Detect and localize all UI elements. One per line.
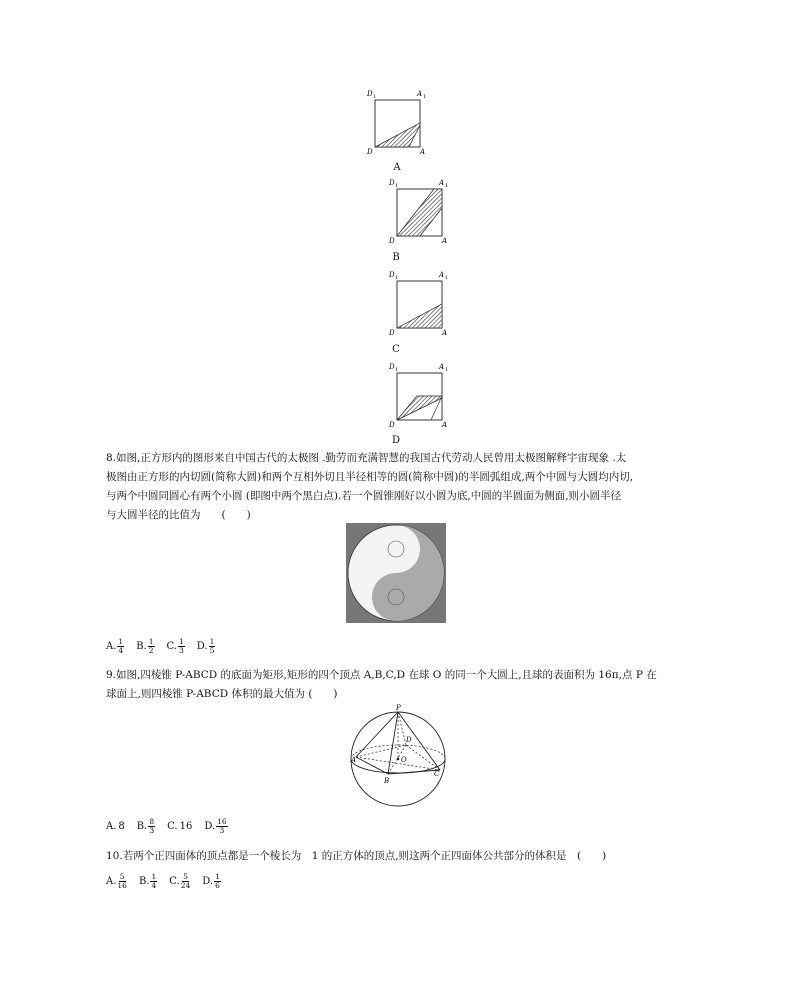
q9-line-2: 球面上,则四棱锥 P-ABCD 体积的最大值为 ( ) xyxy=(106,688,338,700)
label-d: D xyxy=(406,736,412,744)
label-a1: A xyxy=(439,363,445,371)
q8-option-d[interactable] xyxy=(197,638,216,655)
label-d1: D xyxy=(367,90,373,98)
frac-num: 8 xyxy=(149,817,155,826)
frac-num: 1 xyxy=(151,872,157,881)
q8-line-3: 与两个中圆同圆心有两个小圆 (即图中两个黑白点).若一个圆锥刚好以小圆为底,中圆的半圆面为侧面,则小圆半径 xyxy=(106,490,622,502)
frac-num: 1 xyxy=(209,637,215,646)
label-d1: D xyxy=(389,363,395,371)
label-a: A xyxy=(442,421,448,429)
label-d: D xyxy=(389,237,395,245)
q10-line-1: 10.若两个正四面体的顶点都是一个棱长为 1 的正方体的顶点,则这两个正四面体公共部分的体积是 ( ) xyxy=(106,850,607,862)
label-c: C xyxy=(434,770,440,778)
q8-line-4: 与大圆半径的比值为 ( ) xyxy=(106,509,251,521)
frac-den: 5 xyxy=(209,646,215,655)
q10-option-c[interactable] xyxy=(169,873,190,890)
q9-option-b[interactable] xyxy=(137,818,155,835)
q10-options xyxy=(106,873,233,890)
label-a: A xyxy=(351,756,357,764)
option-letter: A. xyxy=(106,641,117,652)
frac-num: 1 xyxy=(148,637,154,646)
label-d: D xyxy=(367,148,373,156)
label-d1: D xyxy=(389,271,395,279)
q8-option-a[interactable] xyxy=(106,638,124,655)
frac-den: 4 xyxy=(118,646,124,655)
option-letter: C. xyxy=(169,876,180,887)
q8-line-1: 8.如图,正方形内的图形来自中国古代的太极图 .勤劳而充满智慧的我国古代劳动人民曾用太极图解释宇宙现象 .太 xyxy=(106,452,627,464)
option-letter: A. xyxy=(106,876,117,887)
option-letter: B. xyxy=(136,821,148,832)
q9-option-d[interactable] xyxy=(204,818,227,835)
q8-option-b[interactable] xyxy=(136,638,154,655)
label-a1-sub: 1 xyxy=(445,183,449,189)
frac-den: 6 xyxy=(215,881,220,890)
label-d1-sub: 1 xyxy=(395,275,399,281)
figure-b xyxy=(387,176,451,246)
frac-num: 1 xyxy=(215,872,220,881)
question-8-text xyxy=(106,449,706,525)
q10-option-d[interactable] xyxy=(202,873,221,890)
q9-options xyxy=(106,818,240,835)
frac-num: 1 xyxy=(178,637,184,646)
frac-den: 3 xyxy=(178,646,184,655)
caption-a: A xyxy=(393,162,401,173)
option-value: 16 xyxy=(179,821,193,832)
caption-b: B xyxy=(392,252,400,263)
q9-line-1: 9.如图,四棱锥 P-ABCD 的底面为矩形,矩形的四个顶点 A,B,C,D 在球 O 的同一个大圆上,且球的表面积为 16π,点 P 在 xyxy=(106,669,657,681)
q8-option-c[interactable] xyxy=(167,638,185,655)
edge-ad xyxy=(356,745,406,757)
sphere-figure xyxy=(346,702,450,808)
label-a1: A xyxy=(417,90,423,98)
label-a1-sub: 1 xyxy=(445,275,449,281)
label-a1-sub: 1 xyxy=(423,94,427,100)
frac-den: 2 xyxy=(148,646,154,655)
q9-option-a[interactable] xyxy=(106,821,125,832)
edge-bc xyxy=(388,770,440,774)
option-letter: D. xyxy=(202,876,214,887)
label-a1: A xyxy=(439,179,445,187)
label-d1-sub: 1 xyxy=(395,367,399,373)
hatched-region xyxy=(397,304,442,328)
question-10-text xyxy=(106,847,706,866)
label-a1-sub: 1 xyxy=(445,367,449,373)
option-letter: C. xyxy=(166,641,177,652)
option-letter: A. xyxy=(106,821,117,832)
label-d1-sub: 1 xyxy=(373,94,377,100)
hatched-region xyxy=(397,396,442,420)
label-o: O xyxy=(401,756,407,764)
frac-den: 4 xyxy=(151,881,157,890)
frac-den: 3 xyxy=(219,826,225,835)
figure-d xyxy=(387,360,451,430)
label-b: B xyxy=(384,777,390,785)
option-letter: B. xyxy=(136,641,147,652)
frac-num: 5 xyxy=(183,872,188,881)
option-letter: D. xyxy=(204,821,216,832)
label-d: D xyxy=(389,421,395,429)
label-a: A xyxy=(420,148,426,156)
caption-d: D xyxy=(391,435,401,446)
question-9-text xyxy=(106,666,706,704)
label-p: P xyxy=(396,704,401,712)
label-d1: D xyxy=(389,179,395,187)
q10-option-b[interactable] xyxy=(139,873,157,890)
label-a: A xyxy=(442,329,448,337)
figure-c xyxy=(387,268,451,338)
option-letter: B. xyxy=(138,876,150,887)
small-circle-light xyxy=(388,541,404,557)
frac-den: 3 xyxy=(149,826,155,835)
hatched-region xyxy=(397,189,442,236)
frac-num: 1 xyxy=(118,637,124,646)
figure-a xyxy=(365,87,429,157)
q8-line-2: 极图由正方形的内切圆(简称大圆)和两个互相外切且半径相等的圆(简称中圆)的半圆弧组成,两个中圆与大圆均内切, xyxy=(106,471,634,483)
q10-option-a[interactable] xyxy=(106,873,127,890)
label-d1-sub: 1 xyxy=(395,183,399,189)
label-a1: A xyxy=(439,271,445,279)
label-d: D xyxy=(389,329,395,337)
option-letter: D. xyxy=(196,641,208,652)
caption-c: C xyxy=(392,344,400,355)
option-value: 8 xyxy=(118,821,125,832)
label-a: A xyxy=(442,237,448,245)
q8-options xyxy=(106,638,227,655)
option-letter: C. xyxy=(167,821,178,832)
small-circle-dark xyxy=(388,589,404,605)
frac-den: 16 xyxy=(117,881,127,890)
taiji-figure xyxy=(346,523,446,623)
center-dot xyxy=(397,758,400,761)
hatched-region xyxy=(375,123,420,147)
frac-num: 16 xyxy=(217,817,227,826)
frac-num: 5 xyxy=(119,872,125,881)
frac-den: 24 xyxy=(180,881,191,890)
edge-dc xyxy=(406,745,440,770)
q9-option-c[interactable] xyxy=(167,821,192,832)
